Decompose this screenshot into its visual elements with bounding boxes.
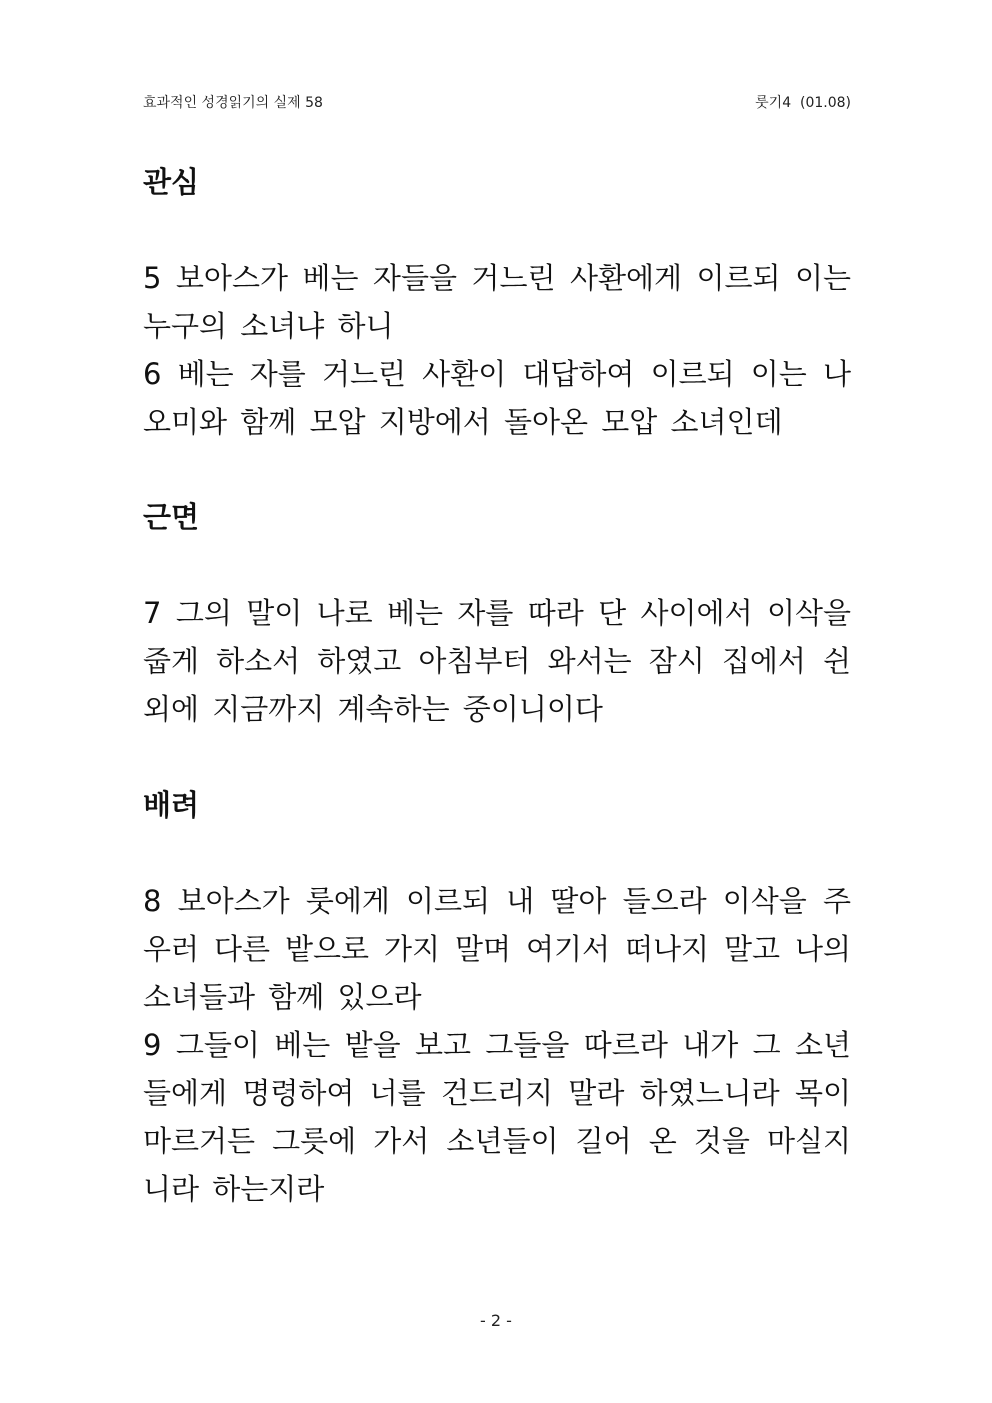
header-book-title: 효과적인 성경읽기의 실제 58 (143, 95, 323, 111)
section-consideration-body (143, 877, 851, 1213)
header-chapter-date: 룻기4 (01.08) (755, 95, 851, 111)
section-interest-body (143, 254, 851, 446)
section-title-diligence: 근면 (143, 500, 200, 534)
section-title-consideration: 배려 (143, 788, 200, 822)
section-diligence-body (143, 589, 851, 733)
verse-8: 8 보아스가 룻에게 이르되 내 딸아 들으라 이삭을 주우러 다른 밭으로 가지 말며 여기서 떠나지 말고 나의 소녀들과 함께 있으라 (143, 884, 851, 1014)
page-number: - 2 - (480, 1311, 512, 1330)
verse-6: 6 베는 자를 거느린 사환이 대답하여 이르되 이는 나오미와 함께 모압 지방에서 돌아온 모압 소녀인데 (143, 357, 851, 439)
section-title-interest: 관심 (143, 165, 200, 199)
verse-5: 5 보아스가 베는 자들을 거느린 사환에게 이르되 이는 누구의 소녀냐 하니 (143, 261, 851, 343)
verse-9: 9 그들이 베는 밭을 보고 그들을 따르라 내가 그 소년들에게 명령하여 너를 건드리지 말라 하였느니라 목이 마르거든 그릇에 가서 소년들이 길어 온 것을 마실지니라 하는지라 (143, 1028, 851, 1206)
verse-7: 7 그의 말이 나로 베는 자를 따라 단 사이에서 이삭을 줍게 하소서 하였고 아침부터 와서는 잠시 집에서 쉰 외에 지금까지 계속하는 중이니이다 (143, 596, 851, 726)
page-header (143, 92, 851, 112)
